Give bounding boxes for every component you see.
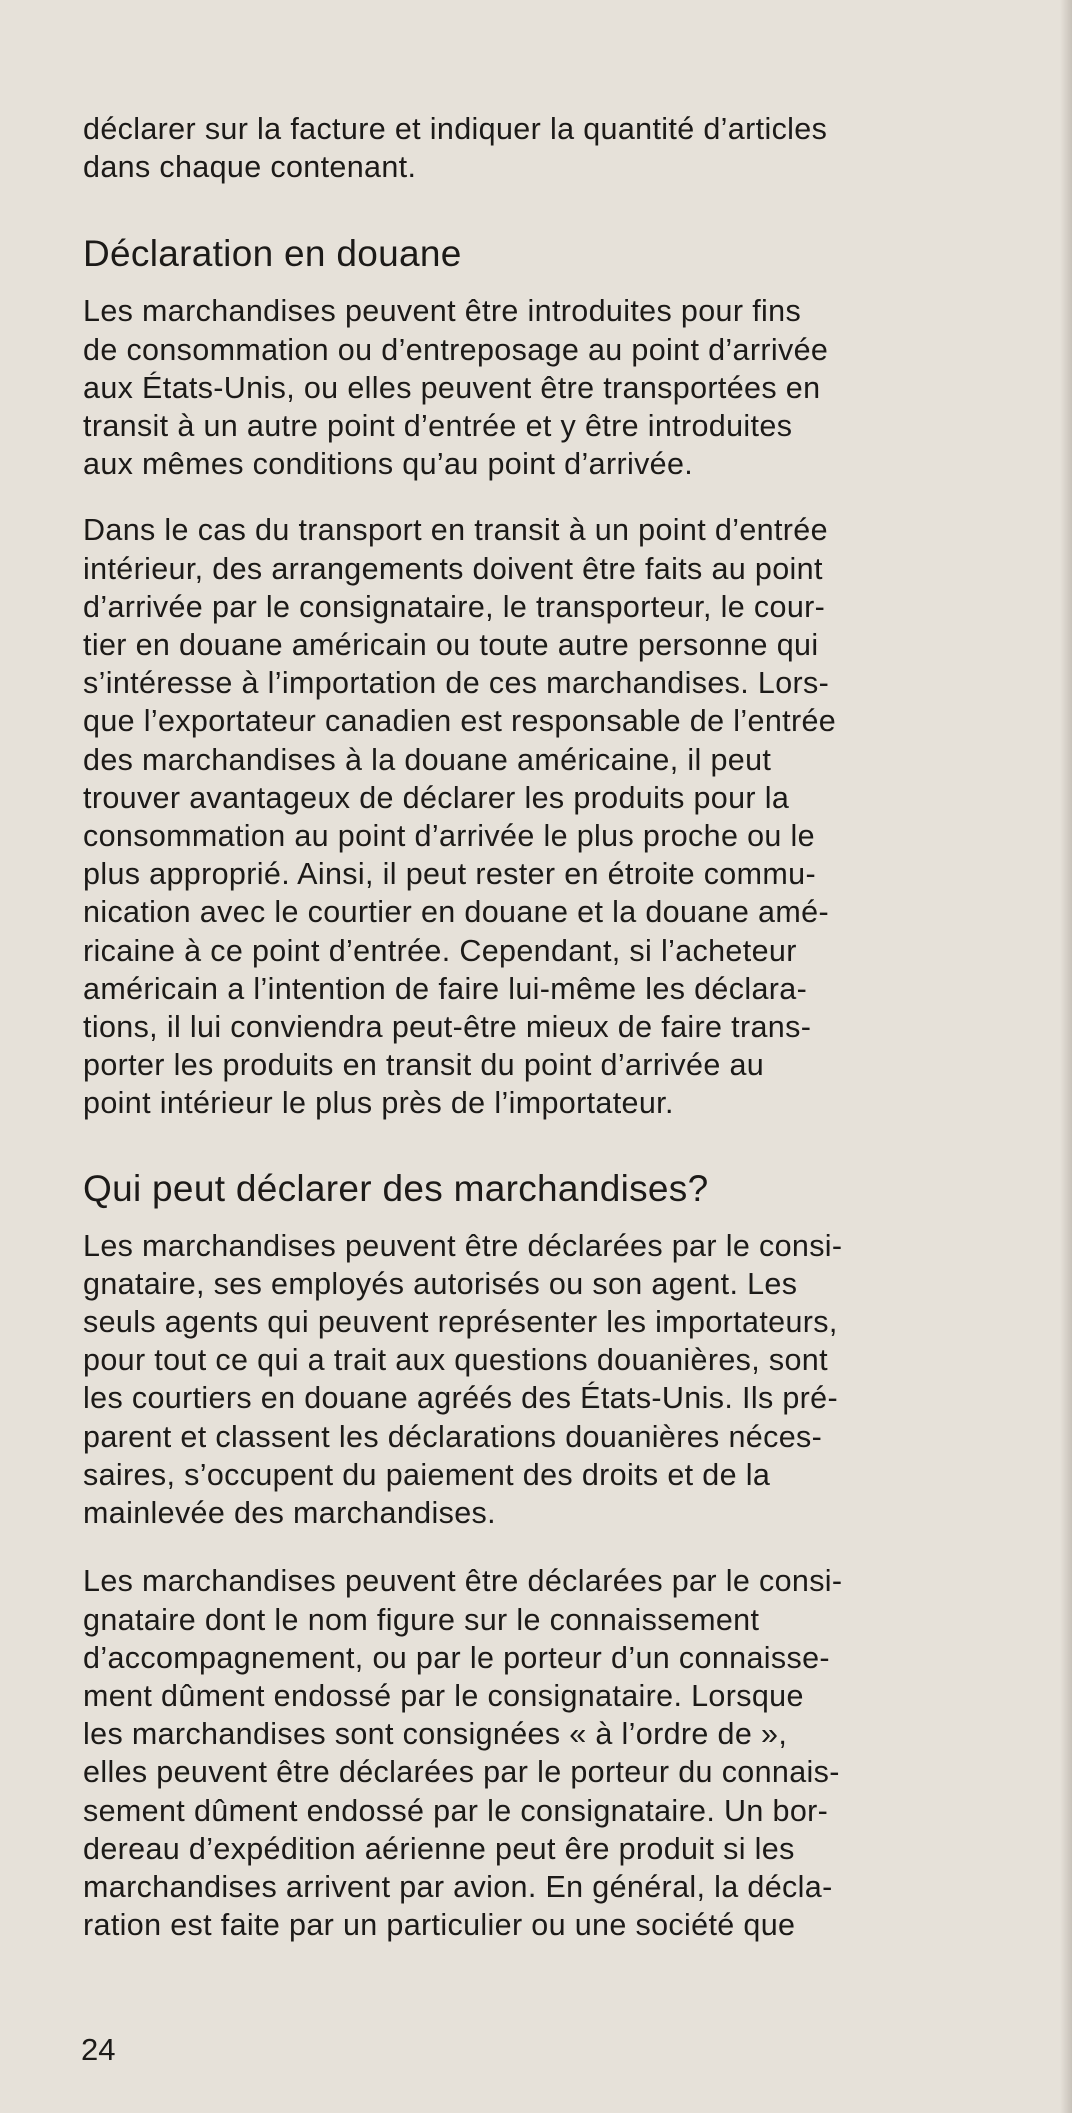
- text-line: point intérieur le plus près de l’importateur.: [83, 1086, 674, 1121]
- text-line: les courtiers en douane agréés des États-Unis. Ils pré-: [83, 1381, 839, 1416]
- text-line: déclarer sur la facture et indiquer la quantité d’articles: [83, 112, 828, 146]
- paragraph: [83, 1562, 1032, 1944]
- text-line: seuls agents qui peuvent représenter les importateurs,: [83, 1305, 838, 1340]
- text-line: mainlevée des marchandises.: [83, 1496, 496, 1531]
- page-number: 24: [81, 2032, 116, 2067]
- text-line: tions, il lui conviendra peut-être mieux de faire trans-: [83, 1010, 812, 1045]
- text-line: Dans le cas du transport en transit à un point d’entrée: [83, 513, 828, 548]
- text-line: nication avec le courtier en douane et la douane amé-: [83, 895, 829, 930]
- text-line: américain a l’intention de faire lui-même les déclara-: [83, 971, 808, 1006]
- text-line: gnataire dont le nom figure sur le connaissement: [83, 1602, 760, 1637]
- intro-paragraph: [83, 110, 1032, 186]
- text-line: intérieur, des arrangements doivent être faits au point: [83, 551, 823, 586]
- text-line: transit à un autre point d’entrée et y être introduites: [83, 409, 793, 444]
- text-line: dans chaque contenant.: [83, 150, 417, 185]
- text-line: des marchandises à la douane américaine, il peut: [83, 742, 772, 777]
- text-line: aux États-Unis, ou elles peuvent être transportées en: [83, 370, 821, 405]
- paragraph: [83, 292, 1032, 483]
- section-heading-declaration-en-douane: Déclaration en douane: [83, 233, 462, 275]
- text-line: plus approprié. Ainsi, il peut rester en étroite commu-: [83, 857, 816, 892]
- text-line: marchandises arrivent par avion. En général, la décla-: [83, 1869, 833, 1904]
- page-edge-shadow: [1060, 0, 1072, 2113]
- text-line: tier en douane américain ou toute autre personne qui: [83, 628, 819, 663]
- text-line: d’arrivée par le consignataire, le transporteur, le cour-: [83, 589, 826, 624]
- text-line: saires, s’occupent du paiement des droits et de la: [83, 1457, 771, 1492]
- text-line: s’intéresse à l’importation de ces marchandises. Lors-: [83, 666, 830, 701]
- text-line: Les marchandises peuvent être déclarées par le consi-: [83, 1564, 843, 1599]
- section-heading-qui-peut-declarer: Qui peut déclarer des marchandises?: [83, 1167, 709, 1209]
- paragraph: [83, 511, 1032, 1122]
- text-line: que l’exportateur canadien est responsable de l’entrée: [83, 704, 837, 739]
- text-line: Les marchandises peuvent être déclarées par le consi-: [83, 1228, 843, 1263]
- text-line: d’accompagnement, ou par le porteur d’un connaisse-: [83, 1640, 830, 1675]
- text-line: ment dûment endossé par le consignataire. Lorsque: [83, 1678, 804, 1713]
- text-line: pour tout ce qui a trait aux questions douanières, sont: [83, 1343, 828, 1378]
- text-line: aux mêmes conditions qu’au point d’arrivée.: [83, 447, 694, 482]
- text-line: Les marchandises peuvent être introduites pour fins: [83, 294, 802, 329]
- text-line: les marchandises sont consignées « à l’ordre de »,: [83, 1717, 788, 1752]
- paragraph: [83, 1227, 1032, 1533]
- text-line: gnataire, ses employés autorisés ou son agent. Les: [83, 1266, 798, 1301]
- text-line: ration est faite par un particulier ou une société que: [83, 1908, 796, 1943]
- text-line: ricaine à ce point d’entrée. Cependant, si l’acheteur: [83, 933, 797, 968]
- text-line: sement dûment endossé par le consignataire. Un bor-: [83, 1793, 829, 1828]
- text-line: trouver avantageux de déclarer les produits pour la: [83, 780, 790, 815]
- text-line: parent et classent les déclarations douanières néces-: [83, 1419, 823, 1454]
- text-line: consommation au point d’arrivée le plus proche ou le: [83, 819, 815, 854]
- text-line: de consommation ou d’entreposage au point d’arrivée: [83, 332, 829, 367]
- text-line: elles peuvent être déclarées par le porteur du connais-: [83, 1755, 840, 1790]
- text-line: dereau d’expédition aérienne peut êre produit si les: [83, 1831, 795, 1866]
- text-line: porter les produits en transit du point d’arrivée au: [83, 1048, 765, 1083]
